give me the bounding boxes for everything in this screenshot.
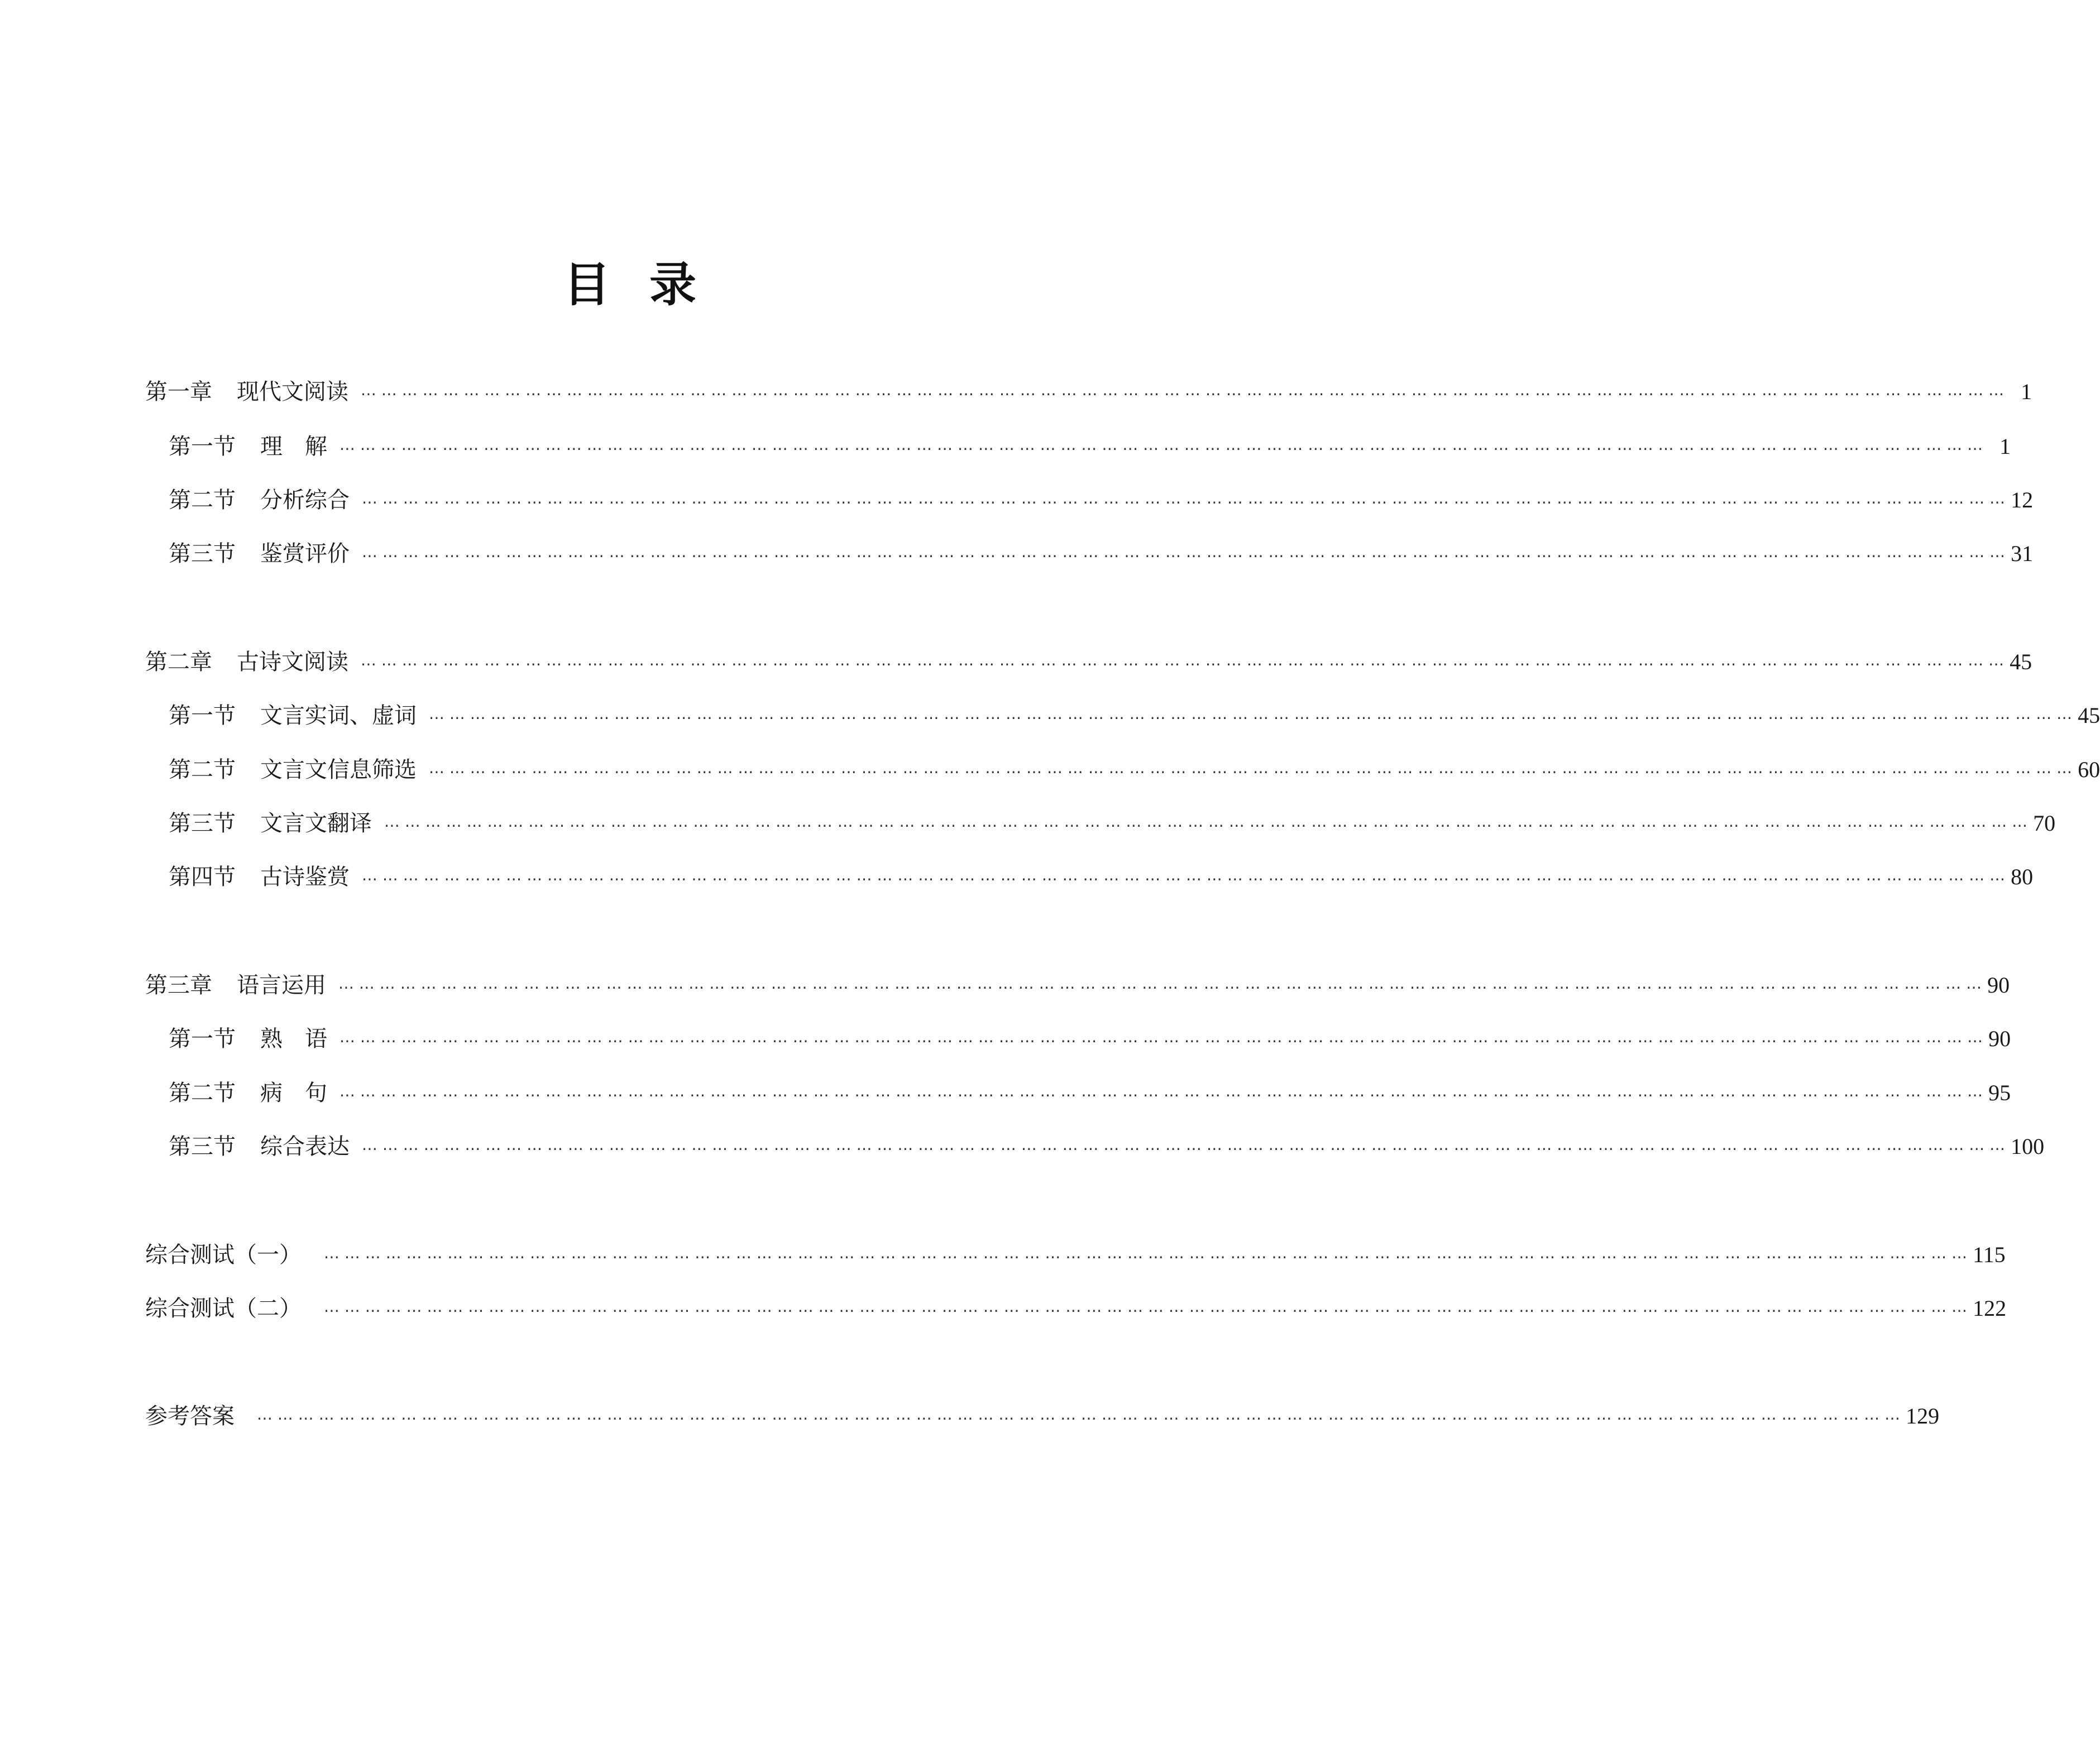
toc-entry-chapter-2[interactable] — [145, 645, 2032, 679]
toc-entry-test-2[interactable] — [145, 1292, 2007, 1325]
toc-entry-chapter-1[interactable] — [145, 375, 2032, 409]
section-number: 第一节 — [169, 434, 236, 459]
section-title: 病 句 — [260, 1080, 327, 1106]
section-title: 综合表达 — [260, 1134, 350, 1159]
toc-entry-section-2-3[interactable] — [169, 807, 2056, 840]
chapter-number: 第一章 — [145, 379, 212, 405]
section-number: 第一节 — [169, 703, 236, 729]
page-number: 122 — [1973, 1296, 2007, 1321]
dot-leader: ⋯ ⋯ ⋯ ⋯ ⋯ ⋯ ⋯ ⋯ ⋯ ⋯ ⋯ ⋯ ⋯ ⋯ ⋯ ⋯ ⋯ ⋯ ⋯ ⋯ ⋯ ⋯ ⋯ ⋯ ⋯ ⋯ ⋯ ⋯ ⋯ ⋯ ⋯ ⋯ ⋯ ⋯ ⋯ ⋯ ⋯ ⋯ ⋯ ⋯ ⋯ ⋯ ⋯ ⋯ ⋯ ⋯ ⋯ ⋯ ⋯ ⋯ ⋯ ⋯ ⋯ ⋯ ⋯ ⋯ ⋯ ⋯ ⋯ ⋯ ⋯ ⋯ ⋯ ⋯ ⋯ ⋯ ⋯ ⋯ ⋯ ⋯ ⋯ ⋯ ⋯ ⋯ ⋯ ⋯ ⋯ ⋯ ⋯ ⋯ — [384, 816, 2028, 835]
page-title — [0, 254, 1260, 315]
page-number: 80 — [2011, 864, 2034, 889]
dot-leader: ⋯ ⋯ ⋯ ⋯ ⋯ ⋯ ⋯ ⋯ ⋯ ⋯ ⋯ ⋯ ⋯ ⋯ ⋯ ⋯ ⋯ ⋯ ⋯ ⋯ ⋯ ⋯ ⋯ ⋯ ⋯ ⋯ ⋯ ⋯ ⋯ ⋯ ⋯ ⋯ ⋯ ⋯ ⋯ ⋯ ⋯ ⋯ ⋯ ⋯ ⋯ ⋯ ⋯ ⋯ ⋯ ⋯ ⋯ ⋯ ⋯ ⋯ ⋯ ⋯ ⋯ ⋯ ⋯ ⋯ ⋯ ⋯ ⋯ ⋯ ⋯ ⋯ ⋯ ⋯ ⋯ ⋯ ⋯ ⋯ ⋯ ⋯ ⋯ ⋯ ⋯ ⋯ ⋯ ⋯ ⋯ ⋯ ⋯ ⋯ — [324, 1301, 1968, 1320]
chapter-title: 语言运用 — [237, 972, 326, 998]
section-title: 熟 语 — [260, 1026, 327, 1052]
page-number: 100 — [2011, 1134, 2045, 1159]
toc-entry-section-2-2[interactable] — [169, 753, 2100, 787]
dot-leader: ⋯ ⋯ ⋯ ⋯ ⋯ ⋯ ⋯ ⋯ ⋯ ⋯ ⋯ ⋯ ⋯ ⋯ ⋯ ⋯ ⋯ ⋯ ⋯ ⋯ ⋯ ⋯ ⋯ ⋯ ⋯ ⋯ ⋯ ⋯ ⋯ ⋯ ⋯ ⋯ ⋯ ⋯ ⋯ ⋯ ⋯ ⋯ ⋯ ⋯ ⋯ ⋯ ⋯ ⋯ ⋯ ⋯ ⋯ ⋯ ⋯ ⋯ ⋯ ⋯ ⋯ ⋯ ⋯ ⋯ ⋯ ⋯ ⋯ ⋯ ⋯ ⋯ ⋯ ⋯ ⋯ ⋯ ⋯ ⋯ ⋯ ⋯ ⋯ ⋯ ⋯ ⋯ ⋯ ⋯ ⋯ ⋯ ⋯ ⋯ — [361, 655, 2005, 673]
section-number: 第一节 — [169, 1026, 236, 1052]
toc-entry-section-3-3[interactable] — [169, 1130, 2045, 1163]
toc-entry-chapter-3[interactable] — [145, 969, 2010, 1002]
page-number: 70 — [2033, 811, 2056, 836]
page-number: 12 — [2011, 487, 2034, 512]
title-char-2: 录 — [649, 257, 697, 312]
toc-entry-test-1[interactable] — [145, 1238, 2006, 1272]
chapter-title: 现代文阅读 — [237, 379, 348, 405]
page-number: 1 — [2021, 379, 2032, 404]
section-title: 鉴赏评价 — [260, 541, 350, 567]
section-title: 古诗鉴赏 — [260, 864, 350, 890]
dot-leader: ⋯ ⋯ ⋯ ⋯ ⋯ ⋯ ⋯ ⋯ ⋯ ⋯ ⋯ ⋯ ⋯ ⋯ ⋯ ⋯ ⋯ ⋯ ⋯ ⋯ ⋯ ⋯ ⋯ ⋯ ⋯ ⋯ ⋯ ⋯ ⋯ ⋯ ⋯ ⋯ ⋯ ⋯ ⋯ ⋯ ⋯ ⋯ ⋯ ⋯ ⋯ ⋯ ⋯ ⋯ ⋯ ⋯ ⋯ ⋯ ⋯ ⋯ ⋯ ⋯ ⋯ ⋯ ⋯ ⋯ ⋯ ⋯ ⋯ ⋯ ⋯ ⋯ ⋯ ⋯ ⋯ ⋯ ⋯ ⋯ ⋯ ⋯ ⋯ ⋯ ⋯ ⋯ ⋯ ⋯ ⋯ ⋯ ⋯ ⋯ — [257, 1409, 1901, 1427]
section-number: 第二节 — [169, 487, 236, 513]
dot-leader: ⋯ ⋯ ⋯ ⋯ ⋯ ⋯ ⋯ ⋯ ⋯ ⋯ ⋯ ⋯ ⋯ ⋯ ⋯ ⋯ ⋯ ⋯ ⋯ ⋯ ⋯ ⋯ ⋯ ⋯ ⋯ ⋯ ⋯ ⋯ ⋯ ⋯ ⋯ ⋯ ⋯ ⋯ ⋯ ⋯ ⋯ ⋯ ⋯ ⋯ ⋯ ⋯ ⋯ ⋯ ⋯ ⋯ ⋯ ⋯ ⋯ ⋯ ⋯ ⋯ ⋯ ⋯ ⋯ ⋯ ⋯ ⋯ ⋯ ⋯ ⋯ ⋯ ⋯ ⋯ ⋯ ⋯ ⋯ ⋯ ⋯ ⋯ ⋯ ⋯ ⋯ ⋯ ⋯ ⋯ ⋯ ⋯ ⋯ ⋯ — [324, 1248, 1968, 1266]
page-number: 1 — [1999, 434, 2011, 459]
toc-entry-answers[interactable] — [145, 1400, 1940, 1433]
section-number: 第三节 — [169, 1134, 236, 1159]
dot-leader: ⋯ ⋯ ⋯ ⋯ ⋯ ⋯ ⋯ ⋯ ⋯ ⋯ ⋯ ⋯ ⋯ ⋯ ⋯ ⋯ ⋯ ⋯ ⋯ ⋯ ⋯ ⋯ ⋯ ⋯ ⋯ ⋯ ⋯ ⋯ ⋯ ⋯ ⋯ ⋯ ⋯ ⋯ ⋯ ⋯ ⋯ ⋯ ⋯ ⋯ ⋯ ⋯ ⋯ ⋯ ⋯ ⋯ ⋯ ⋯ ⋯ ⋯ ⋯ ⋯ ⋯ ⋯ ⋯ ⋯ ⋯ ⋯ ⋯ ⋯ ⋯ ⋯ ⋯ ⋯ ⋯ ⋯ ⋯ ⋯ ⋯ ⋯ ⋯ ⋯ ⋯ ⋯ ⋯ ⋯ ⋯ ⋯ ⋯ ⋯ — [362, 1139, 2006, 1158]
chapter-number: 第二章 — [145, 649, 212, 675]
toc-entry-section-1-2[interactable] — [169, 483, 2034, 517]
chapter-number: 第三章 — [145, 972, 212, 998]
page-number: 129 — [1906, 1403, 1940, 1429]
toc-entry-section-3-2[interactable] — [169, 1076, 2011, 1110]
section-title: 文言文翻译 — [260, 811, 372, 836]
section-title: 文言实词、虚词 — [260, 703, 417, 729]
test-title: 综合测试（二） — [145, 1296, 302, 1321]
section-number: 第三节 — [169, 541, 236, 567]
dot-leader: ⋯ ⋯ ⋯ ⋯ ⋯ ⋯ ⋯ ⋯ ⋯ ⋯ ⋯ ⋯ ⋯ ⋯ ⋯ ⋯ ⋯ ⋯ ⋯ ⋯ ⋯ ⋯ ⋯ ⋯ ⋯ ⋯ ⋯ ⋯ ⋯ ⋯ ⋯ ⋯ ⋯ ⋯ ⋯ ⋯ ⋯ ⋯ ⋯ ⋯ ⋯ ⋯ ⋯ ⋯ ⋯ ⋯ ⋯ ⋯ ⋯ ⋯ ⋯ ⋯ ⋯ ⋯ ⋯ ⋯ ⋯ ⋯ ⋯ ⋯ ⋯ ⋯ ⋯ ⋯ ⋯ ⋯ ⋯ ⋯ ⋯ ⋯ ⋯ ⋯ ⋯ ⋯ ⋯ ⋯ ⋯ ⋯ ⋯ ⋯ — [429, 763, 2073, 781]
page-number: 60 — [2078, 757, 2100, 782]
title-char-1: 目 — [563, 257, 610, 312]
test-title: 综合测试（一） — [145, 1242, 302, 1268]
section-number: 第二节 — [169, 757, 236, 783]
section-number: 第二节 — [169, 1080, 236, 1106]
chapter-title: 古诗文阅读 — [237, 649, 348, 675]
toc-entry-section-2-1[interactable] — [169, 699, 2100, 732]
toc-entry-section-3-1[interactable] — [169, 1022, 2011, 1056]
section-number: 第三节 — [169, 811, 236, 836]
page-number: 45 — [2078, 703, 2100, 728]
dot-leader: ⋯ ⋯ ⋯ ⋯ ⋯ ⋯ ⋯ ⋯ ⋯ ⋯ ⋯ ⋯ ⋯ ⋯ ⋯ ⋯ ⋯ ⋯ ⋯ ⋯ ⋯ ⋯ ⋯ ⋯ ⋯ ⋯ ⋯ ⋯ ⋯ ⋯ ⋯ ⋯ ⋯ ⋯ ⋯ ⋯ ⋯ ⋯ ⋯ ⋯ ⋯ ⋯ ⋯ ⋯ ⋯ ⋯ ⋯ ⋯ ⋯ ⋯ ⋯ ⋯ ⋯ ⋯ ⋯ ⋯ ⋯ ⋯ ⋯ ⋯ ⋯ ⋯ ⋯ ⋯ ⋯ ⋯ ⋯ ⋯ ⋯ ⋯ ⋯ ⋯ ⋯ ⋯ ⋯ ⋯ ⋯ ⋯ ⋯ ⋯ — [338, 978, 1982, 996]
answers-title: 参考答案 — [145, 1403, 235, 1429]
section-title: 分析综合 — [260, 487, 350, 513]
page-number: 95 — [1988, 1080, 2011, 1105]
page-number: 90 — [1987, 972, 2010, 998]
toc-entry-section-2-4[interactable] — [169, 860, 2034, 894]
dot-leader: ⋯ ⋯ ⋯ ⋯ ⋯ ⋯ ⋯ ⋯ ⋯ ⋯ ⋯ ⋯ ⋯ ⋯ ⋯ ⋯ ⋯ ⋯ ⋯ ⋯ ⋯ ⋯ ⋯ ⋯ ⋯ ⋯ ⋯ ⋯ ⋯ ⋯ ⋯ ⋯ ⋯ ⋯ ⋯ ⋯ ⋯ ⋯ ⋯ ⋯ ⋯ ⋯ ⋯ ⋯ ⋯ ⋯ ⋯ ⋯ ⋯ ⋯ ⋯ ⋯ ⋯ ⋯ ⋯ ⋯ ⋯ ⋯ ⋯ ⋯ ⋯ ⋯ ⋯ ⋯ ⋯ ⋯ ⋯ ⋯ ⋯ ⋯ ⋯ ⋯ ⋯ ⋯ ⋯ ⋯ ⋯ ⋯ ⋯ ⋯ — [361, 385, 2005, 403]
section-title: 文言文信息筛选 — [260, 757, 417, 783]
dot-leader: ⋯ ⋯ ⋯ ⋯ ⋯ ⋯ ⋯ ⋯ ⋯ ⋯ ⋯ ⋯ ⋯ ⋯ ⋯ ⋯ ⋯ ⋯ ⋯ ⋯ ⋯ ⋯ ⋯ ⋯ ⋯ ⋯ ⋯ ⋯ ⋯ ⋯ ⋯ ⋯ ⋯ ⋯ ⋯ ⋯ ⋯ ⋯ ⋯ ⋯ ⋯ ⋯ ⋯ ⋯ ⋯ ⋯ ⋯ ⋯ ⋯ ⋯ ⋯ ⋯ ⋯ ⋯ ⋯ ⋯ ⋯ ⋯ ⋯ ⋯ ⋯ ⋯ ⋯ ⋯ ⋯ ⋯ ⋯ ⋯ ⋯ ⋯ ⋯ ⋯ ⋯ ⋯ ⋯ ⋯ ⋯ ⋯ ⋯ ⋯ — [339, 439, 1983, 458]
page-number: 115 — [1973, 1242, 2006, 1267]
dot-leader: ⋯ ⋯ ⋯ ⋯ ⋯ ⋯ ⋯ ⋯ ⋯ ⋯ ⋯ ⋯ ⋯ ⋯ ⋯ ⋯ ⋯ ⋯ ⋯ ⋯ ⋯ ⋯ ⋯ ⋯ ⋯ ⋯ ⋯ ⋯ ⋯ ⋯ ⋯ ⋯ ⋯ ⋯ ⋯ ⋯ ⋯ ⋯ ⋯ ⋯ ⋯ ⋯ ⋯ ⋯ ⋯ ⋯ ⋯ ⋯ ⋯ ⋯ ⋯ ⋯ ⋯ ⋯ ⋯ ⋯ ⋯ ⋯ ⋯ ⋯ ⋯ ⋯ ⋯ ⋯ ⋯ ⋯ ⋯ ⋯ ⋯ ⋯ ⋯ ⋯ ⋯ ⋯ ⋯ ⋯ ⋯ ⋯ ⋯ ⋯ — [429, 708, 2073, 727]
section-number: 第四节 — [169, 864, 236, 890]
toc-entry-section-1-1[interactable] — [169, 430, 2011, 463]
dot-leader: ⋯ ⋯ ⋯ ⋯ ⋯ ⋯ ⋯ ⋯ ⋯ ⋯ ⋯ ⋯ ⋯ ⋯ ⋯ ⋯ ⋯ ⋯ ⋯ ⋯ ⋯ ⋯ ⋯ ⋯ ⋯ ⋯ ⋯ ⋯ ⋯ ⋯ ⋯ ⋯ ⋯ ⋯ ⋯ ⋯ ⋯ ⋯ ⋯ ⋯ ⋯ ⋯ ⋯ ⋯ ⋯ ⋯ ⋯ ⋯ ⋯ ⋯ ⋯ ⋯ ⋯ ⋯ ⋯ ⋯ ⋯ ⋯ ⋯ ⋯ ⋯ ⋯ ⋯ ⋯ ⋯ ⋯ ⋯ ⋯ ⋯ ⋯ ⋯ ⋯ ⋯ ⋯ ⋯ ⋯ ⋯ ⋯ ⋯ ⋯ — [362, 870, 2006, 888]
page-number: 90 — [1988, 1026, 2011, 1051]
dot-leader: ⋯ ⋯ ⋯ ⋯ ⋯ ⋯ ⋯ ⋯ ⋯ ⋯ ⋯ ⋯ ⋯ ⋯ ⋯ ⋯ ⋯ ⋯ ⋯ ⋯ ⋯ ⋯ ⋯ ⋯ ⋯ ⋯ ⋯ ⋯ ⋯ ⋯ ⋯ ⋯ ⋯ ⋯ ⋯ ⋯ ⋯ ⋯ ⋯ ⋯ ⋯ ⋯ ⋯ ⋯ ⋯ ⋯ ⋯ ⋯ ⋯ ⋯ ⋯ ⋯ ⋯ ⋯ ⋯ ⋯ ⋯ ⋯ ⋯ ⋯ ⋯ ⋯ ⋯ ⋯ ⋯ ⋯ ⋯ ⋯ ⋯ ⋯ ⋯ ⋯ ⋯ ⋯ ⋯ ⋯ ⋯ ⋯ ⋯ ⋯ — [362, 493, 2006, 511]
page-number: 31 — [2011, 541, 2034, 566]
toc-entry-section-1-3[interactable] — [169, 537, 2034, 571]
section-title: 理 解 — [260, 434, 327, 459]
dot-leader: ⋯ ⋯ ⋯ ⋯ ⋯ ⋯ ⋯ ⋯ ⋯ ⋯ ⋯ ⋯ ⋯ ⋯ ⋯ ⋯ ⋯ ⋯ ⋯ ⋯ ⋯ ⋯ ⋯ ⋯ ⋯ ⋯ ⋯ ⋯ ⋯ ⋯ ⋯ ⋯ ⋯ ⋯ ⋯ ⋯ ⋯ ⋯ ⋯ ⋯ ⋯ ⋯ ⋯ ⋯ ⋯ ⋯ ⋯ ⋯ ⋯ ⋯ ⋯ ⋯ ⋯ ⋯ ⋯ ⋯ ⋯ ⋯ ⋯ ⋯ ⋯ ⋯ ⋯ ⋯ ⋯ ⋯ ⋯ ⋯ ⋯ ⋯ ⋯ ⋯ ⋯ ⋯ ⋯ ⋯ ⋯ ⋯ ⋯ ⋯ — [339, 1086, 1983, 1104]
dot-leader: ⋯ ⋯ ⋯ ⋯ ⋯ ⋯ ⋯ ⋯ ⋯ ⋯ ⋯ ⋯ ⋯ ⋯ ⋯ ⋯ ⋯ ⋯ ⋯ ⋯ ⋯ ⋯ ⋯ ⋯ ⋯ ⋯ ⋯ ⋯ ⋯ ⋯ ⋯ ⋯ ⋯ ⋯ ⋯ ⋯ ⋯ ⋯ ⋯ ⋯ ⋯ ⋯ ⋯ ⋯ ⋯ ⋯ ⋯ ⋯ ⋯ ⋯ ⋯ ⋯ ⋯ ⋯ ⋯ ⋯ ⋯ ⋯ ⋯ ⋯ ⋯ ⋯ ⋯ ⋯ ⋯ ⋯ ⋯ ⋯ ⋯ ⋯ ⋯ ⋯ ⋯ ⋯ ⋯ ⋯ ⋯ ⋯ ⋯ ⋯ — [339, 1032, 1983, 1050]
dot-leader: ⋯ ⋯ ⋯ ⋯ ⋯ ⋯ ⋯ ⋯ ⋯ ⋯ ⋯ ⋯ ⋯ ⋯ ⋯ ⋯ ⋯ ⋯ ⋯ ⋯ ⋯ ⋯ ⋯ ⋯ ⋯ ⋯ ⋯ ⋯ ⋯ ⋯ ⋯ ⋯ ⋯ ⋯ ⋯ ⋯ ⋯ ⋯ ⋯ ⋯ ⋯ ⋯ ⋯ ⋯ ⋯ ⋯ ⋯ ⋯ ⋯ ⋯ ⋯ ⋯ ⋯ ⋯ ⋯ ⋯ ⋯ ⋯ ⋯ ⋯ ⋯ ⋯ ⋯ ⋯ ⋯ ⋯ ⋯ ⋯ ⋯ ⋯ ⋯ ⋯ ⋯ ⋯ ⋯ ⋯ ⋯ ⋯ ⋯ ⋯ — [362, 547, 2006, 565]
page-number: 45 — [2010, 649, 2032, 674]
